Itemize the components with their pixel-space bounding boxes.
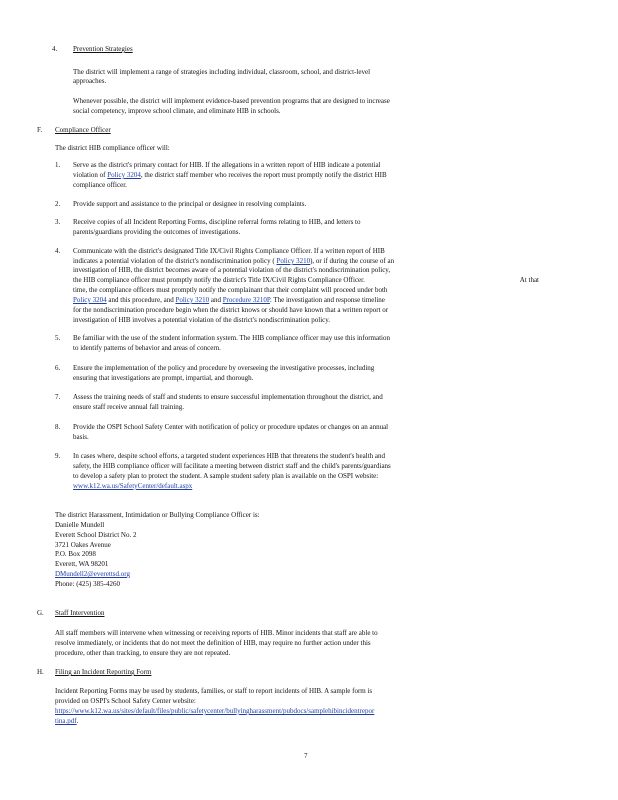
incident-form-link[interactable]: tina.pdf <box>55 717 77 725</box>
contact-pobox: P.O. Box 2098 <box>55 550 96 558</box>
paragraph-line: ensuring that investigations are prompt, impartial, and thorough. <box>73 374 254 382</box>
policy-link[interactable]: Policy 3204 <box>107 171 141 179</box>
section-heading: Prevention Strategies <box>73 45 133 53</box>
paragraph-line: social competency, improve school climate, and eliminate HIB in schools. <box>73 107 281 115</box>
paragraph-line: for the nondiscrimination procedure begin when the district knows or should have known that a written report or <box>73 306 389 314</box>
paragraph-line: resolve immediately, or incidents that do not meet the definition of HIB, may require no further action under this <box>55 639 371 647</box>
paragraph-line: compliance officer. <box>73 181 127 189</box>
section-heading: Compliance Officer <box>55 126 111 134</box>
item-number: 5. <box>55 334 61 342</box>
paragraph-line: Serve as the district's primary contact for HIB. If the allegations in a written report of HIB indicate a potential <box>73 161 381 169</box>
item-number: 1. <box>55 161 61 169</box>
paragraph-line: Provide support and assistance to the principal or designee in resolving complaints. <box>73 200 307 208</box>
paragraph-line: violation of Policy 3204, the district staff member who receives the report must promptly notify the district HIB <box>73 171 387 179</box>
section-label: H. <box>37 668 44 676</box>
item-number: 4. <box>52 45 58 53</box>
paragraph-line: indicates a potential violation of the district's nondiscrimination policy ( Policy 3210), or if during the course of an <box>73 257 395 265</box>
paragraph-line: The district HIB compliance officer will: <box>55 144 170 152</box>
paragraph-line: provided on OSPI's School Safety Center website: <box>55 697 196 705</box>
paragraph-line: Communicate with the district's designated Title IX/Civil Rights Compliance Officer. If a written report of HIB <box>73 247 385 255</box>
paragraph-line: parents/guardians providing the outcomes of investigations. <box>73 228 241 236</box>
paragraph-line: Provide the OSPI School Safety Center with notification of policy or procedure updates or changes on an annual <box>73 423 389 431</box>
paragraph-line: to develop a safety plan to protect the student. A sample student safety plan is available on the OSPI website: <box>73 472 379 480</box>
item-number: 8. <box>55 423 61 431</box>
paragraph-line: Receive copies of all Incident Reporting Forms, discipline referral forms relating to HIB, and letters to <box>73 218 361 226</box>
paragraph-line: investigation of HIB involves a potential violation of the district's nondiscrimination policy. <box>73 316 331 324</box>
safety-center-link[interactable]: www.k12.wa.us/SafetyCenter/default.aspx <box>73 482 193 490</box>
item-number: 6. <box>55 364 61 372</box>
paragraph-line: Ensure the implementation of the policy and procedure by overseeing the investigative processes, including <box>73 364 375 372</box>
paragraph-line: tina.pdf. <box>55 717 79 725</box>
item-number: 9. <box>55 452 61 460</box>
paragraph-line: Incident Reporting Forms may be used by students, families, or staff to report incidents of HIB. A sample form is <box>55 687 373 695</box>
item-number: 4. <box>55 247 61 255</box>
section-label: G. <box>37 609 44 617</box>
item-number: 3. <box>55 218 61 226</box>
procedure-link[interactable]: Procedure 3210P <box>222 296 270 304</box>
paragraph-line: the HIB compliance officer must promptly notify the district's Title IX/Civil Rights Compliance Officer. At that <box>73 276 539 284</box>
policy-link[interactable]: Policy 3204 <box>73 296 107 304</box>
paragraph-line: The district will implement a range of strategies including individual, classroom, school, and district-level <box>73 68 371 76</box>
contact-email-link[interactable]: DMundell2@everettsd.org <box>55 570 130 578</box>
section-label: F. <box>37 126 43 134</box>
contact-phone: Phone: (425) 385-4260 <box>55 580 120 588</box>
paragraph-line: In cases where, despite school efforts, a targeted student experiences HIB that threatens the student's health and <box>73 452 386 460</box>
paragraph-line: time, the compliance officers must promptly notify the complainant that their complaint will proceed under both <box>73 286 388 294</box>
contact-street: 3721 Oakes Avenue <box>55 541 111 549</box>
section-heading: Staff Intervention <box>55 609 105 617</box>
page-number: 7 <box>304 752 308 760</box>
incident-form-link[interactable]: https://www.k12.wa.us/sites/default/files/public/safetycenter/bullyingharassment/pubdocs/samplehibincidentrepor <box>55 707 375 715</box>
policy-link[interactable]: Policy 3210 <box>175 296 210 304</box>
paragraph-line: safety, the HIB compliance officer will facilitate a meeting between district staff and the child's parents/guardians <box>73 462 391 470</box>
paragraph-line: Whenever possible, the district will implement evidence-based prevention programs that are designed to increase <box>73 97 390 105</box>
paragraph-line: to identify patterns of behavior and areas of concern. <box>73 344 221 352</box>
paragraph-line: Assess the training needs of staff and students to ensure successful implementation throughout the district, and <box>73 393 383 401</box>
paragraph-line: basis. <box>73 433 89 441</box>
policy-link[interactable]: Policy 3210 <box>276 257 311 265</box>
contact-name: Danielle Mundell <box>55 521 105 529</box>
contact-org: Everett School District No. 2 <box>55 531 137 539</box>
section-heading: Filing an Incident Reporting Form <box>55 668 152 676</box>
paragraph-line: Policy 3204 and this procedure, and Policy 3210 and Procedure 3210P. The investigation and response timeline <box>73 296 385 304</box>
item-number: 2. <box>55 200 61 208</box>
paragraph-line: approaches. <box>73 77 107 85</box>
paragraph-line: ensure staff receive annual fall training. <box>73 403 185 411</box>
paragraph-line: investigation of HIB, the district becomes aware of a potential violation of the district's nondiscrimination policy, <box>73 266 391 274</box>
item-number: 7. <box>55 393 61 401</box>
paragraph-line: Be familiar with the use of the student information system. The HIB compliance officer may use this information <box>73 334 390 342</box>
contact-city: Everett, WA 98201 <box>55 560 109 568</box>
paragraph-line: All staff members will intervene when witnessing or receiving reports of HIB. Minor incidents that staff are able to <box>55 629 378 637</box>
contact-title: The district Harassment, Intimidation or Bullying Compliance Officer is: <box>55 511 260 519</box>
paragraph-line: procedure, other than tracking, to ensure they are not repeated. <box>55 649 231 657</box>
